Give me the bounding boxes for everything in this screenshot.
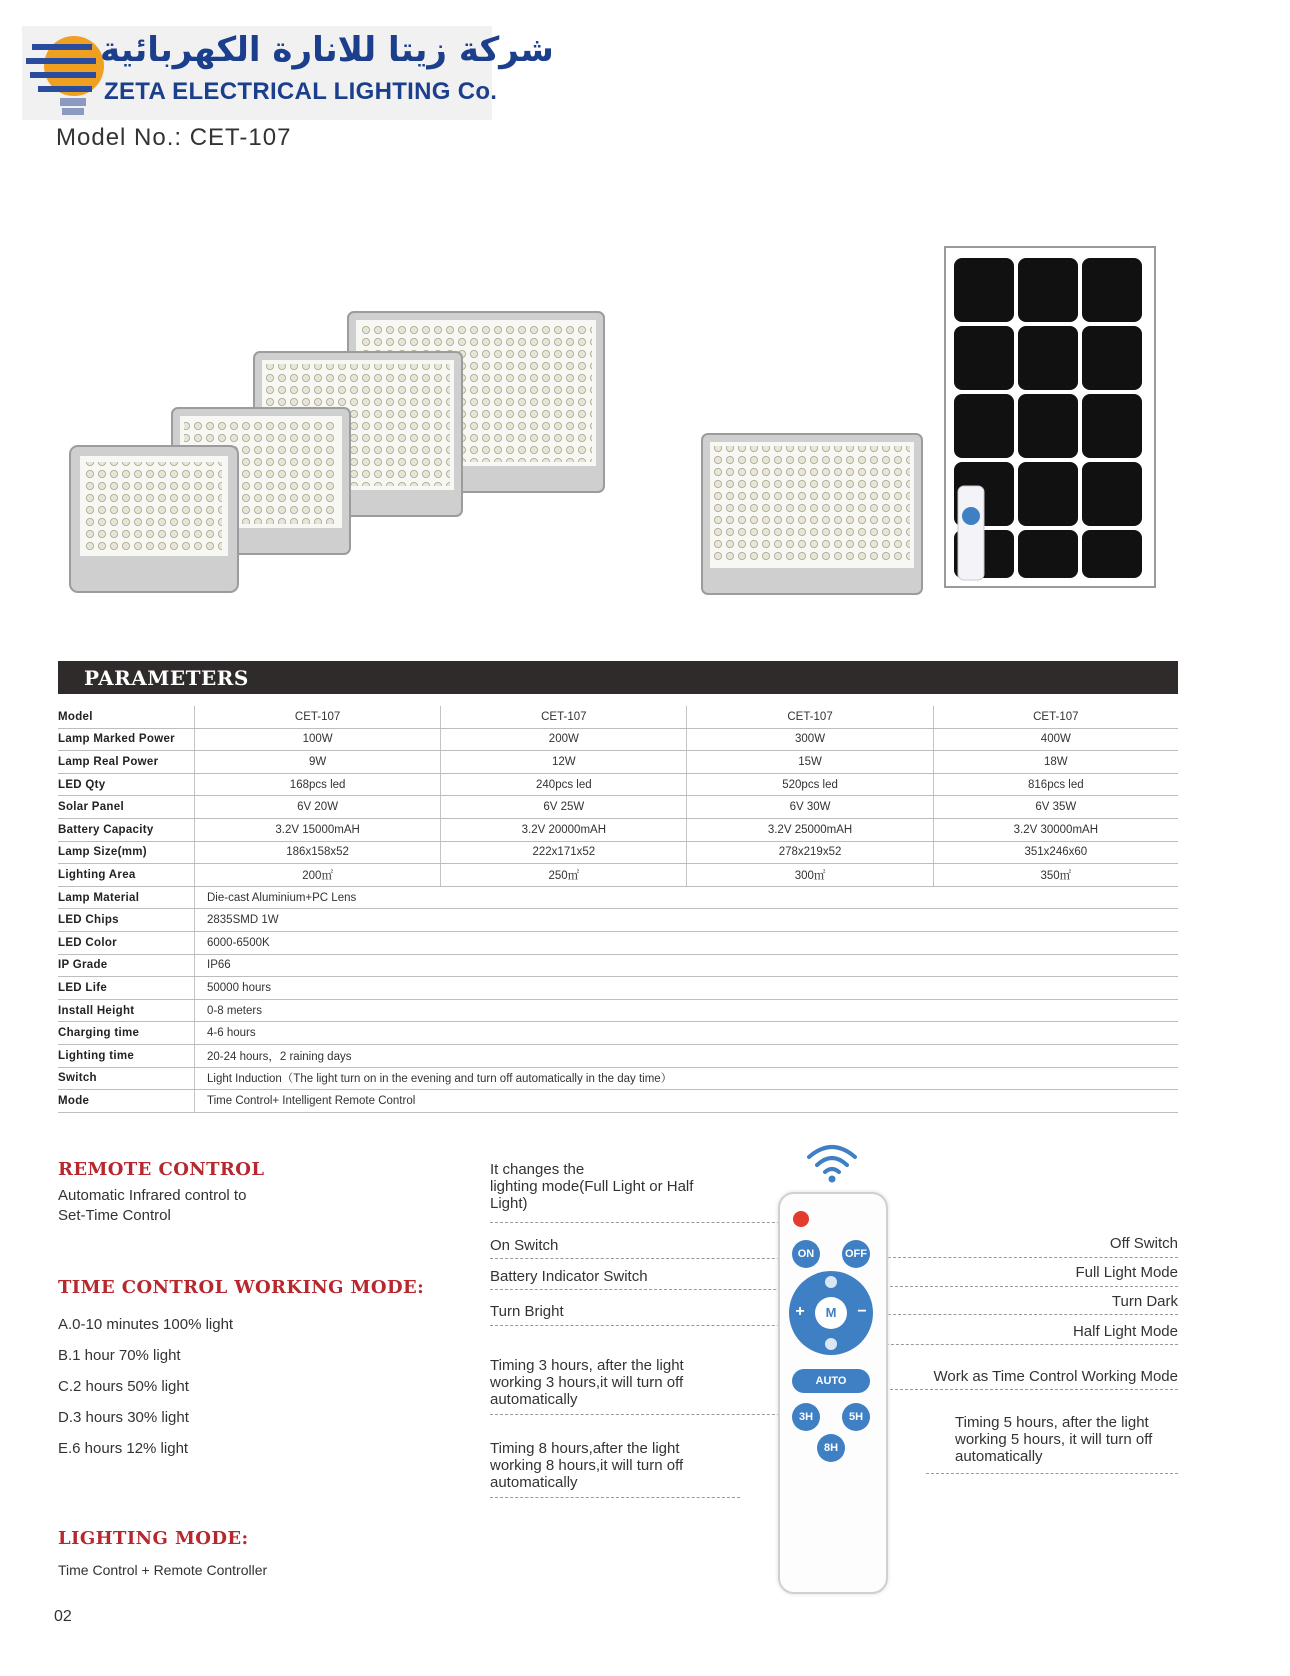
table-cell: 351x246x60	[933, 841, 1178, 864]
table-cell: 168pcs led	[195, 773, 441, 796]
table-cell: CET-107	[195, 706, 441, 728]
company-name-english: ZETA ELECTRICAL LIGHTING Co.	[104, 78, 498, 105]
table-cell: 6V 30W	[687, 796, 933, 819]
table-row	[58, 1067, 1178, 1090]
table-cell: 278x219x52	[687, 841, 933, 864]
table-cell: IP66	[195, 954, 1179, 977]
table-row	[58, 909, 1178, 932]
table-row	[58, 931, 1178, 954]
table-cell: 2835SMD 1W	[195, 909, 1179, 932]
table-cell: 200㎡	[195, 864, 441, 887]
model-number: Model No.: CET-107	[56, 124, 292, 151]
table-cell: 12W	[441, 751, 687, 774]
table-row	[58, 977, 1178, 1000]
table-cell: 4-6 hours	[195, 1022, 1179, 1045]
remote-indicator-led	[793, 1211, 809, 1227]
table-row	[58, 796, 1178, 819]
table-row	[58, 954, 1178, 977]
table-cell: 250㎡	[441, 864, 687, 887]
row-label: LED Life	[58, 977, 195, 1000]
anno-timing3-line3: automatically	[490, 1391, 578, 1408]
table-cell: 240pcs led	[441, 773, 687, 796]
remote-8h-button: 8H	[817, 1434, 845, 1462]
remote-full-light-button	[825, 1276, 837, 1288]
remote-minus-button: −	[857, 1303, 867, 1320]
lighting-mode-text: Time Control + Remote Controller	[58, 1562, 268, 1578]
table-row	[58, 751, 1178, 774]
row-label: LED Qty	[58, 773, 195, 796]
row-label: Charging time	[58, 1022, 195, 1045]
floodlight-100w	[70, 446, 238, 592]
table-row	[58, 1022, 1178, 1045]
row-label: Solar Panel	[58, 796, 195, 819]
table-cell: CET-107	[933, 706, 1178, 728]
row-label: Mode	[58, 1090, 195, 1113]
parameters-table	[58, 706, 1178, 1113]
floodlight-product-group-image	[60, 300, 620, 600]
leader-line	[490, 1497, 740, 1498]
table-cell: 18W	[933, 751, 1178, 774]
table-cell: 816pcs led	[933, 773, 1178, 796]
page-number: 02	[54, 1608, 72, 1625]
table-cell: CET-107	[441, 706, 687, 728]
leader-line	[856, 1344, 1178, 1345]
leader-line	[490, 1414, 790, 1415]
row-label: IP Grade	[58, 954, 195, 977]
table-cell: 200W	[441, 728, 687, 751]
time-mode-item: E.6 hours 12% light	[58, 1440, 189, 1457]
table-cell: 9W	[195, 751, 441, 774]
anno-timing5-line2: working 5 hours, it will turn off	[955, 1431, 1153, 1448]
table-cell: 20-24 hours，2 raining days	[195, 1044, 1179, 1067]
row-label: Lighting Area	[58, 864, 195, 887]
anno-timing8-line2: working 8 hours,it will turn off	[490, 1457, 684, 1474]
anno-battery-switch: Battery Indicator Switch	[490, 1268, 648, 1285]
table-cell: 520pcs led	[687, 773, 933, 796]
table-cell: 3.2V 20000mAH	[441, 818, 687, 841]
table-cell: 0-8 meters	[195, 999, 1179, 1022]
row-label: Lamp Real Power	[58, 751, 195, 774]
row-label: LED Color	[58, 931, 195, 954]
remote-control-desc-line1: Automatic Infrared control to	[58, 1187, 247, 1204]
row-label: Switch	[58, 1067, 195, 1090]
table-cell: 3.2V 25000mAH	[687, 818, 933, 841]
anno-timing8-line1: Timing 8 hours,after the light	[490, 1440, 680, 1457]
table-row	[58, 728, 1178, 751]
anno-timing5-line1: Timing 5 hours, after the light	[955, 1414, 1149, 1431]
leader-line	[878, 1314, 1178, 1315]
table-cell: 186x158x52	[195, 841, 441, 864]
table-row	[58, 706, 1178, 728]
leader-line	[926, 1473, 1178, 1474]
table-row	[58, 1090, 1178, 1113]
leader-line	[490, 1289, 826, 1290]
anno-off-switch: Off Switch	[1109, 1235, 1178, 1252]
row-label: Lamp Size(mm)	[58, 841, 195, 864]
table-cell: 100W	[195, 728, 441, 751]
table-row	[58, 1044, 1178, 1067]
anno-mode-line3: Light)	[490, 1195, 528, 1212]
remote-control-desc-line2: Set-Time Control	[58, 1207, 171, 1224]
row-label: Lamp Marked Power	[58, 728, 195, 751]
table-cell: 15W	[687, 751, 933, 774]
remote-auto-button: AUTO	[792, 1369, 870, 1393]
remote-off-button: OFF	[842, 1240, 870, 1268]
table-cell: 300㎡	[687, 864, 933, 887]
time-control-heading: TIME CONTROL WORKING MODE:	[58, 1277, 425, 1298]
anno-timing8-line3: automatically	[490, 1474, 578, 1491]
table-cell: 6V 20W	[195, 796, 441, 819]
remote-3h-button: 3H	[792, 1403, 820, 1431]
row-label: Battery Capacity	[58, 818, 195, 841]
solar-panel-image	[944, 246, 1158, 590]
table-cell: 50000 hours	[195, 977, 1179, 1000]
row-label: Model	[58, 706, 195, 728]
remote-control-heading: REMOTE CONTROL	[58, 1159, 265, 1180]
time-mode-item: A.0-10 minutes 100% light	[58, 1316, 234, 1333]
wireless-signal-icon	[805, 1141, 859, 1185]
lightbulb-logo-icon	[22, 26, 112, 120]
row-label: Lighting time	[58, 1044, 195, 1067]
leader-line	[490, 1258, 790, 1259]
anno-mode-line2: lighting mode(Full Light or Half	[490, 1178, 694, 1195]
anno-time-control-mode: Work as Time Control Working Mode	[933, 1368, 1178, 1385]
row-label: Install Height	[58, 999, 195, 1022]
table-cell: Light Induction（The light turn on in the evening and turn off automatically in the day time）	[195, 1067, 1179, 1090]
leader-line	[888, 1257, 1178, 1258]
anno-mode-line1: It changes the	[490, 1161, 585, 1178]
remote-5h-button: 5H	[842, 1403, 870, 1431]
row-label: LED Chips	[58, 909, 195, 932]
table-cell: 400W	[933, 728, 1178, 751]
remote-on-button: ON	[792, 1240, 820, 1268]
anno-timing3-line2: working 3 hours,it will turn off	[490, 1374, 684, 1391]
table-cell: Die-cast Aluminium+PC Lens	[195, 886, 1179, 909]
table-cell: 6V 25W	[441, 796, 687, 819]
table-cell: 6V 35W	[933, 796, 1178, 819]
table-row	[58, 773, 1178, 796]
row-label: Lamp Material	[58, 886, 195, 909]
table-cell: 222x171x52	[441, 841, 687, 864]
floodlight-single-image	[700, 430, 926, 598]
table-cell: 350㎡	[933, 864, 1178, 887]
table-cell: 6000-6500K	[195, 931, 1179, 954]
anno-timing3-line1: Timing 3 hours, after the light	[490, 1357, 684, 1374]
table-cell: Time Control+ Intelligent Remote Control	[195, 1090, 1179, 1113]
anno-full-light: Full Light Mode	[1075, 1264, 1178, 1281]
anno-on-switch: On Switch	[490, 1237, 559, 1254]
table-row	[58, 841, 1178, 864]
company-name-arabic: شركة زيتا للانارة الكهربائية	[100, 30, 554, 70]
time-mode-item: D.3 hours 30% light	[58, 1409, 189, 1426]
table-cell: 3.2V 15000mAH	[195, 818, 441, 841]
table-row	[58, 864, 1178, 887]
leader-line	[490, 1222, 790, 1223]
table-row	[58, 818, 1178, 841]
table-cell: CET-107	[687, 706, 933, 728]
table-row	[58, 999, 1178, 1022]
leader-line	[870, 1286, 1178, 1287]
table-cell: 300W	[687, 728, 933, 751]
remote-plus-button: +	[795, 1303, 805, 1320]
time-mode-item: C.2 hours 50% light	[58, 1378, 189, 1395]
leader-line	[880, 1389, 1178, 1390]
anno-turn-bright: Turn Bright	[490, 1303, 564, 1320]
table-cell: 3.2V 30000mAH	[933, 818, 1178, 841]
lighting-mode-heading: LIGHTING MODE:	[58, 1528, 249, 1549]
time-mode-item: B.1 hour 70% light	[58, 1347, 181, 1364]
leader-line	[490, 1325, 790, 1326]
remote-half-light-button	[825, 1338, 837, 1350]
anno-half-light: Half Light Mode	[1072, 1323, 1178, 1340]
remote-m-button: M	[815, 1297, 847, 1329]
anno-turn-dark: Turn Dark	[1111, 1293, 1178, 1310]
anno-timing5-line3: automatically	[955, 1448, 1043, 1465]
parameters-title: PARAMETERS	[84, 666, 249, 690]
table-row	[58, 886, 1178, 909]
